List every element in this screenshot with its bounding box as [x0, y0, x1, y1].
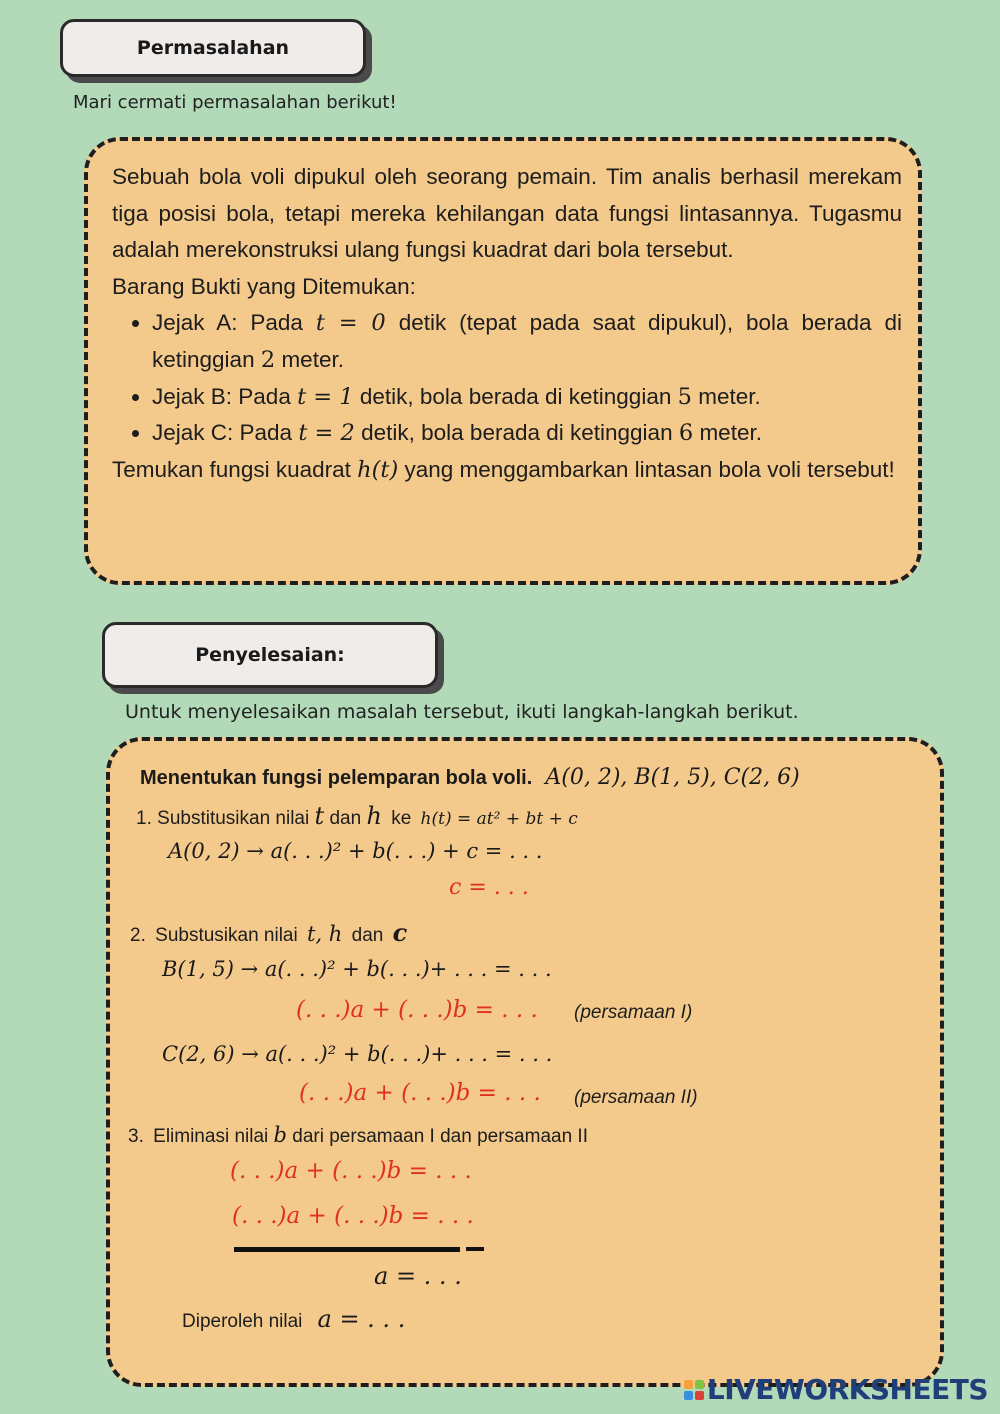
evidence-item-c: • Jejak C: Pada t = 2 detik, bola berada di ketinggian 6 meter. [152, 415, 902, 452]
elimination-result: a = . . . [374, 1262, 462, 1290]
problem-tag-label: Permasalahan [136, 37, 290, 59]
step3-var: b [273, 1123, 287, 1147]
step2-c: c [392, 918, 408, 947]
evidence-a-math: t = 0 [315, 310, 386, 337]
step3-number: 3. [128, 1126, 144, 1147]
step2-label-b: (persamaan I) [574, 1002, 693, 1023]
elimination-line [234, 1247, 460, 1252]
step2-result-b: (. . .)a + (. . .)b = . . . [296, 997, 538, 1023]
step1-result: c = . . . [449, 875, 529, 900]
step2-label-c: (persamaan II) [574, 1087, 698, 1108]
conclusion-math: h(t) [357, 456, 399, 483]
problem-intro: Mari cermati permasalahan berikut! [73, 92, 397, 113]
solution-heading: Menentukan fungsi pelemparan bola voli. [140, 767, 533, 789]
step3-line [128, 1123, 588, 1148]
logo-icon [684, 1380, 704, 1400]
step1-number: 1. [136, 808, 152, 829]
final-line [182, 1305, 405, 1333]
evidence-b-value: 5 [677, 383, 692, 410]
evidence-item-a: • Jejak A: Pada t = 0 detik (tepat pada saat dipukul), bola berada di ketinggian 2 meter. [152, 305, 902, 378]
step2-result-c: (. . .)a + (. . .)b = . . . [299, 1080, 541, 1106]
step1-text: Substitusikan nilai [157, 808, 310, 829]
step2-text: Substusikan nilai [155, 925, 298, 946]
step1-equation: A(0, 2) → a(. . .)² + b(. . .) + c = . . . [168, 839, 543, 863]
evidence-c-math: t = 2 [298, 420, 355, 447]
step1-and: dan [329, 808, 362, 829]
minus-sign [466, 1247, 484, 1251]
evidence-c-value: 6 [678, 420, 694, 447]
final-text: Diperoleh nilai [182, 1311, 303, 1332]
step1-h: h [366, 802, 382, 830]
step1-ke: ke [391, 808, 412, 829]
step2-line [130, 918, 407, 947]
elimination-eq-2: (. . .)a + (. . .)b = . . . [232, 1203, 474, 1229]
step3-pre: Eliminasi nilai [153, 1126, 269, 1147]
step2-number: 2. [130, 925, 146, 946]
problem-paragraph: Sebuah bola voli dipukul oleh seorang pemain. Tim analis berhasil merekam tiga posisi bola, tetapi mereka kehilangan data fungsi lintasannya. Tugasmu adalah merekonstruksi ulang fungsi kuadrat dari bola tersebut. [112, 164, 902, 263]
step1-func: h(t) = at² + bt + c [420, 809, 578, 829]
problem-tag [60, 19, 366, 77]
evidence-b-math: t = 1 [297, 383, 354, 410]
solution-heading-row [140, 765, 800, 790]
problem-box [84, 137, 922, 585]
step2-vars: t, h [307, 922, 343, 946]
problem-conclusion: Temukan fungsi kuadrat h(t) yang menggambarkan lintasan bola voli tersebut! [112, 456, 895, 483]
liveworksheets-logo [684, 1373, 988, 1406]
solution-box [106, 737, 944, 1387]
solution-intro: Untuk menyelesaikan masalah tersebut, ikuti langkah-langkah berikut. [125, 701, 799, 723]
logo-text: LIVEWORKSHEETS [706, 1373, 988, 1406]
solution-tag-label: Penyelesaian: [195, 644, 345, 666]
step1-line [136, 802, 578, 830]
evidence-list [112, 305, 902, 451]
evidence-title: Barang Bukti yang Ditemukan: [112, 273, 416, 299]
elimination-eq-1: (. . .)a + (. . .)b = . . . [230, 1158, 472, 1184]
evidence-item-b: • Jejak B: Pada t = 1 detik, bola berada di ketinggian 5 meter. [152, 379, 902, 416]
step2-and: dan [351, 925, 384, 946]
step3-post: dari persamaan I dan persamaan II [292, 1126, 588, 1147]
problem-text [112, 159, 902, 488]
final-math: a = . . . [317, 1305, 406, 1333]
step1-t: t [314, 802, 325, 830]
step2-equation-c: C(2, 6) → a(. . .)² + b(. . .)+ . . . = . . . [162, 1042, 553, 1066]
step2-equation-b: B(1, 5) → a(. . .)² + b(. . .)+ . . . = . . . [162, 957, 552, 981]
solution-tag [102, 622, 438, 688]
evidence-a-value: 2 [260, 346, 276, 373]
solution-points: A(0, 2), B(1, 5), C(2, 6) [545, 765, 800, 790]
